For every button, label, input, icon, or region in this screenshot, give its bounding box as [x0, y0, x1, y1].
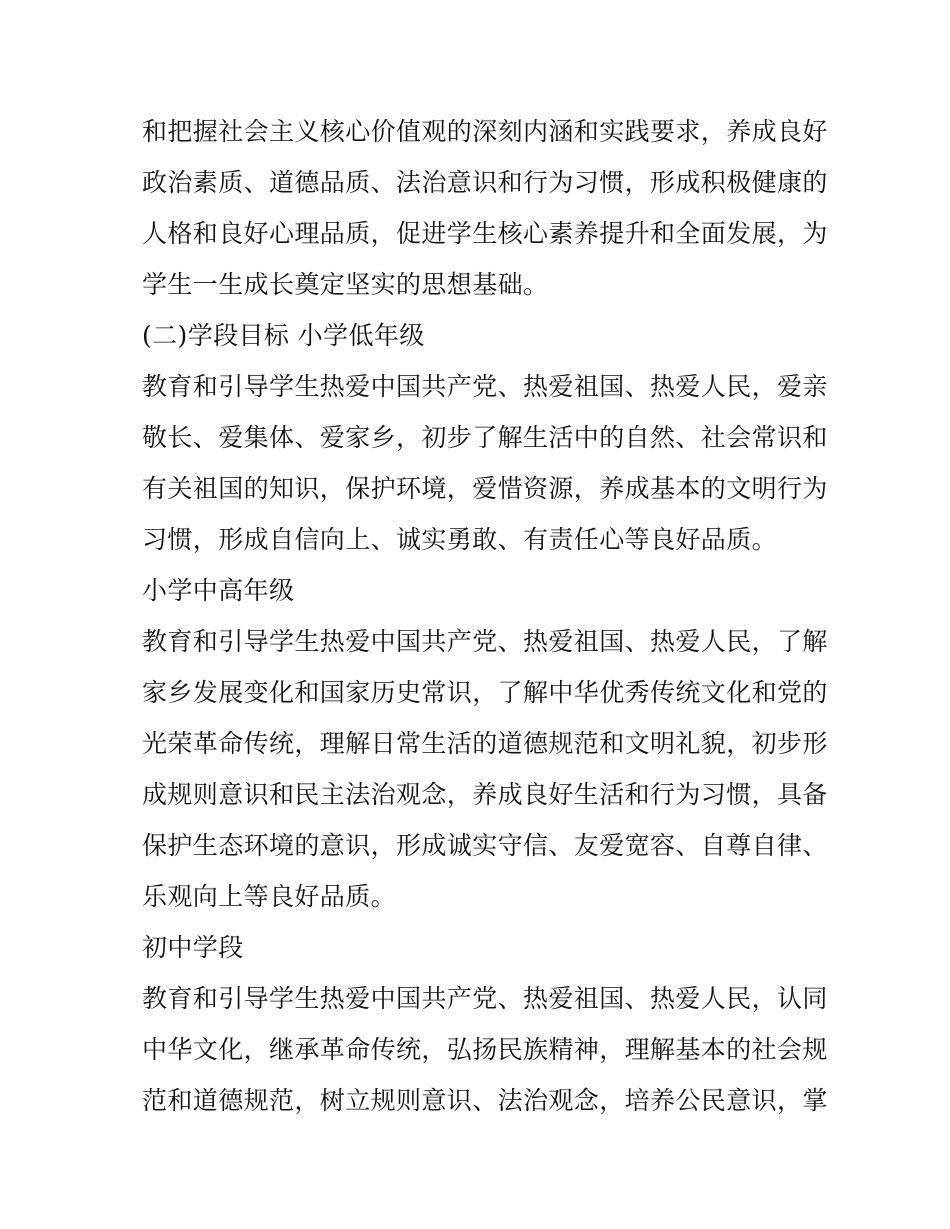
section-heading-upper-primary: 小学中高年级 [142, 576, 295, 605]
text-line: 成规则意识和民主法治观念，养成良好生活和行为习惯，具备 [142, 780, 828, 809]
paragraph-lower-primary [142, 361, 828, 565]
text-line: 保护生态环境的意识，形成诚实守信、友爱宽容、自尊自律、 [142, 831, 828, 860]
text-line: 有关祖国的知识，保护环境，爱惜资源，养成基本的文明行为 [142, 474, 828, 503]
paragraph-junior-high [142, 973, 828, 1126]
text-line: 范和道德规范，树立规则意识、法治观念，培养公民意识，掌 [142, 1086, 828, 1115]
text-line: 学生一生成长奠定坚实的思想基础。 [142, 270, 549, 299]
text-line: 中华文化，继承革命传统，弘扬民族精神，理解基本的社会规 [142, 1035, 828, 1064]
text-line: 家乡发展变化和国家历史常识，了解中华优秀传统文化和党的 [142, 678, 828, 707]
text-line: 光荣革命传统，理解日常生活的道德规范和文明礼貌，初步形 [142, 729, 828, 758]
text-line: 政治素质、道德品质、法治意识和行为习惯，形成积极健康的 [142, 168, 828, 197]
section-heading-junior-high: 初中学段 [142, 933, 244, 962]
section-heading-stage-goals-lower-primary: (二)学段目标 小学低年级 [142, 321, 425, 350]
text-line: 人格和良好心理品质，促进学生核心素养提升和全面发展，为 [142, 219, 828, 248]
text-line: 敬长、爱集体、爱家乡，初步了解生活中的自然、社会常识和 [142, 423, 828, 452]
document-body [142, 106, 828, 1126]
text-line: 教育和引导学生热爱中国共产党、热爱祖国、热爱人民，爱亲 [142, 372, 828, 401]
paragraph-core-values [142, 106, 828, 310]
text-line: 乐观向上等良好品质。 [142, 882, 397, 911]
text-line: 习惯，形成自信向上、诚实勇敢、有责任心等良好品质。 [142, 525, 778, 554]
text-line: 教育和引导学生热爱中国共产党、热爱祖国、热爱人民，了解 [142, 627, 828, 656]
text-line: 和把握社会主义核心价值观的深刻内涵和实践要求，养成良好 [142, 117, 828, 146]
paragraph-upper-primary [142, 616, 828, 922]
text-line: 教育和引导学生热爱中国共产党、热爱祖国、热爱人民，认同 [142, 984, 828, 1013]
